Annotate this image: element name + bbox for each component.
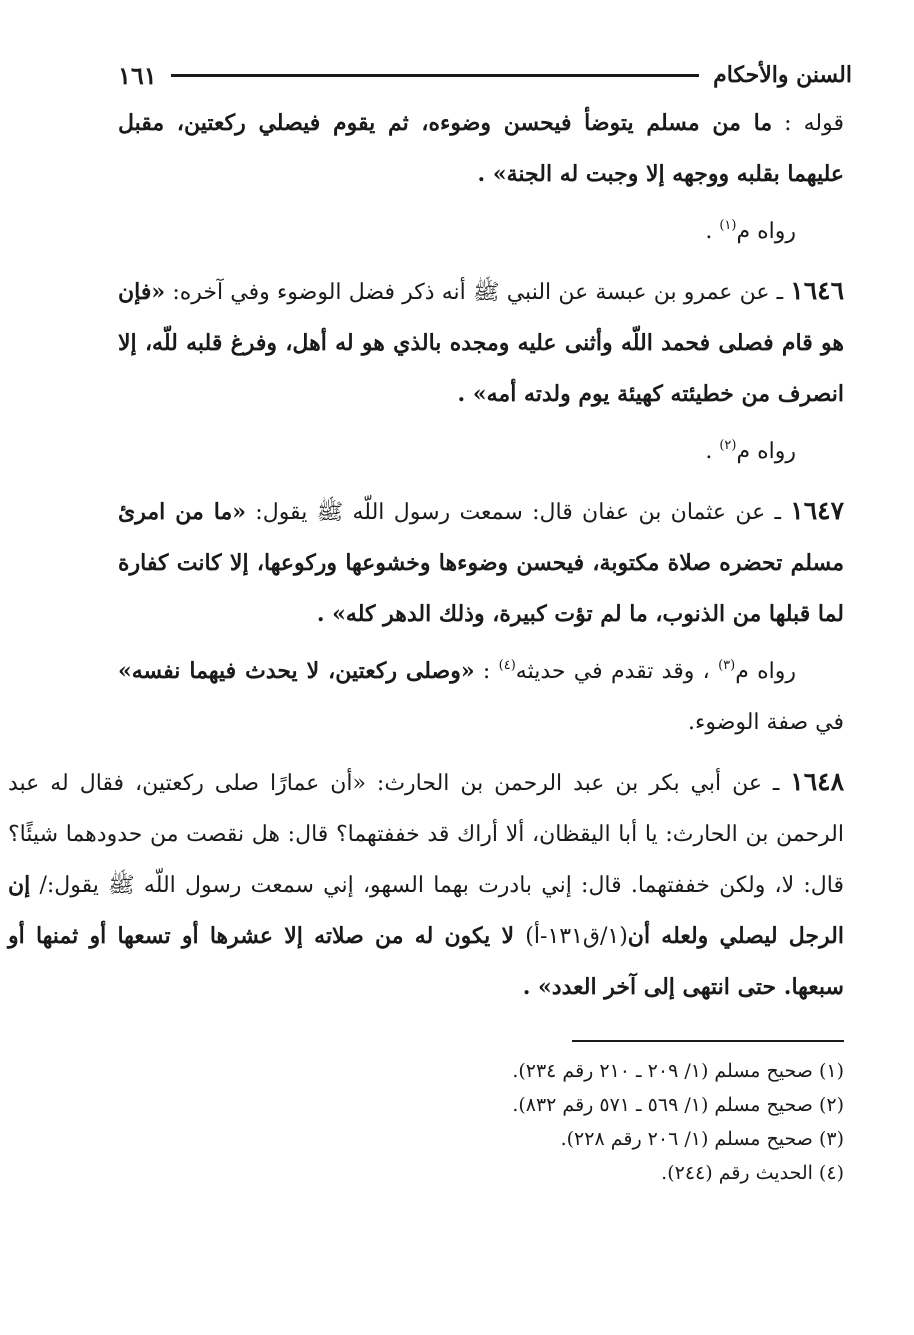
source-text: رواه م bbox=[736, 219, 796, 244]
running-header bbox=[118, 58, 852, 92]
main-text bbox=[8, 98, 844, 1013]
spacer bbox=[118, 748, 844, 756]
footnote-2: (٢) صحيح مسلم (١/ ٥٦٩ ـ ٥٧١ رقم ٨٣٢). bbox=[512, 1094, 844, 1116]
footnote-ref: (٤) bbox=[498, 658, 516, 673]
footnote-3: (٣) صحيح مسلم (١/ ٢٠٦ رقم ٢٢٨). bbox=[560, 1128, 844, 1150]
source-end: . bbox=[705, 439, 720, 464]
hadith-quote-cont: لا يكون له من صلاته إلا عشرها أو تسعها أو ثمنها أو سبعها. حتى انتهى إلى آخر العدد» . bbox=[8, 923, 844, 1000]
hadith-1647 bbox=[118, 485, 844, 640]
source-colon: : bbox=[474, 659, 499, 684]
hadith-number: ١٦٤٧ bbox=[790, 496, 844, 525]
hadith-lead: ـ عن عثمان بن عفان قال: سمعت رسول اللّه ﷺ يقول: bbox=[245, 500, 791, 525]
hadith-1646 bbox=[118, 265, 844, 420]
hadith-number: ١٦٤٦ bbox=[790, 276, 844, 305]
hadith-1646-source bbox=[118, 420, 844, 477]
hadith-quote: «فإن هو قام فصلى فحمد اللّه وأثنى عليه ومجده بالذي هو له أهل، وفرغ قلبه للّه، إلا انصرف من خطيئته كهيئة يوم ولدته أمه» . bbox=[118, 279, 844, 407]
source-quote: «وصلى ركعتين، لا يحدث فيهما نفسه» bbox=[118, 658, 475, 684]
footnote-rule bbox=[572, 1040, 844, 1042]
intro-quote: ما من مسلم يتوضأ فيحسن وضوءه، ثم يقوم فيصلي ركعتين، مقبل عليهما بقلبه ووجهه إلا وجبت له الجنة» . bbox=[118, 110, 844, 187]
header-rule bbox=[171, 74, 699, 77]
footnote-ref: (٢) bbox=[719, 438, 737, 453]
intro-paragraph bbox=[118, 98, 844, 200]
hadith-quote: إن الرجل ليصلي ولعله أن bbox=[8, 872, 844, 949]
hadith-quote: «ما من امرئ مسلم تحضره صلاة مكتوبة، فيحسن وضوءها وخشوعها وركوعها، إلا كانت كفارة لما قبلها من الذنوب، ما لم تؤت كبيرة، وذلك الدهر كله» . bbox=[118, 499, 844, 627]
intro-source bbox=[118, 200, 844, 257]
hadith-lead: ـ عن أبي بكر بن عبد الرحمن بن الحارث: «أن عمارًا صلى ركعتين، فقال له عبد الرحمن بن الحارث: يا أبا اليقظان، ألا أراك قد خففتهما؟ قال: هل نقصت من حدودهما شيئًا؟ قال: لا، ولكن خففتهما. قال: إني بادرت بهما السهو، إني سمعت رسول اللّه ﷺ يقول:/ bbox=[8, 771, 844, 898]
hadith-number: ١٦٤٨ bbox=[790, 767, 844, 796]
source-text: رواه م bbox=[735, 659, 797, 684]
footnotes bbox=[344, 1054, 844, 1190]
page-number: ١٦١ bbox=[118, 60, 157, 90]
footnote-ref: (٣) bbox=[718, 658, 736, 673]
marginal-note: (١/ق١٣١-أ) bbox=[525, 924, 628, 949]
footnote-4: (٤) الحديث رقم (٢٤٤). bbox=[661, 1162, 844, 1184]
source-end: في صفة الوضوء. bbox=[687, 710, 844, 735]
hadith-1648 bbox=[8, 756, 844, 1013]
spacer bbox=[118, 477, 844, 485]
source-text: رواه م bbox=[736, 439, 796, 464]
footnote-1: (١) صحيح مسلم (١/ ٢٠٩ ـ ٢١٠ رقم ٢٣٤). bbox=[512, 1060, 844, 1082]
book-title: السنن والأحكام bbox=[713, 62, 852, 88]
intro-lead: قوله : bbox=[772, 111, 844, 136]
spacer bbox=[118, 257, 844, 265]
hadith-1647-source bbox=[118, 640, 844, 748]
source-end: . bbox=[705, 219, 720, 244]
footnote-ref: (١) bbox=[719, 218, 737, 233]
hadith-lead: ـ عن عمرو بن عبسة عن النبي ﷺ أنه ذكر فضل الوضوء وفي آخره: bbox=[165, 280, 791, 305]
source-middle: ، وقد تقدم في حديثه bbox=[515, 659, 719, 684]
